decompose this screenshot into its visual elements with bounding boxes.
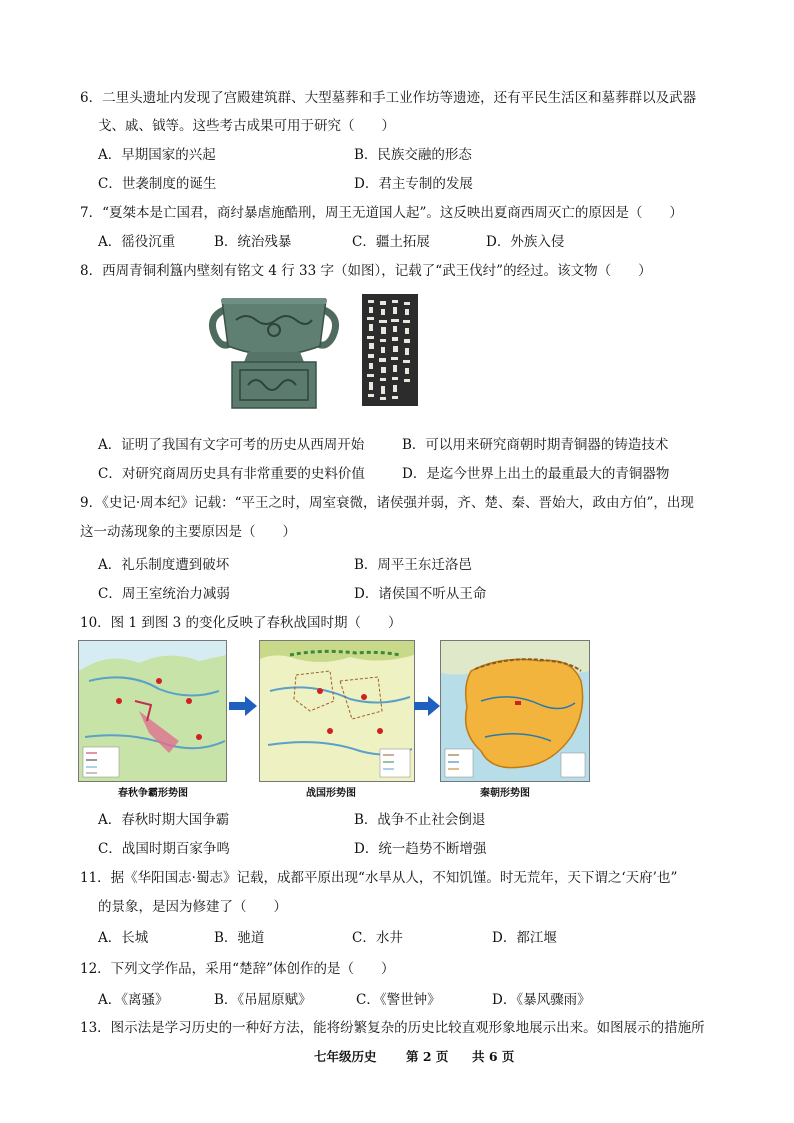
footer-page-number: 第 2 页 [406, 1049, 449, 1064]
warring-states-map-caption: 战国形势图 [306, 788, 356, 799]
q9-option-c: C．周王室统治力减弱 [98, 586, 230, 602]
q10-option-a: A．春秋时期大国争霸 [98, 812, 230, 828]
q10-option-c: C．战国时期百家争鸣 [98, 841, 230, 857]
q8-stem: 8．西周青铜利簋内壁刻有铭文 4 行 33 字（如图），记载了“武王伐纣”的经过。该文物（ ） [80, 263, 652, 279]
q7-option-d: D．外族入侵 [486, 234, 565, 250]
arrow-right-icon [414, 696, 440, 720]
q6-option-d: D．君主专制的发展 [354, 176, 473, 192]
q9-stem-line1: 9．《史记·周本纪》记载：“平王之时，周室衰微，诸侯强并弱，齐、楚、秦、晋始大，政由方伯”，出现 [80, 495, 694, 511]
bronze-vessel-image [204, 290, 344, 412]
footer-subject: 七年级历史 [314, 1049, 377, 1064]
q11-option-b: B．驰道 [214, 930, 265, 946]
q13-stem-line1: 13．图示法是学习历史的一种好方法，能将纷繁复杂的历史比较直观形象地展示出来。如图展示的措施所 [80, 1020, 705, 1036]
q12-option-a: A．《离骚》 [98, 992, 169, 1008]
q9-stem-line2: 这一动荡现象的主要原因是（ ） [80, 524, 296, 540]
q11-stem-line2: 的景象，是因为修建了（ ） [98, 899, 287, 915]
q10-option-b: B．战争不止社会倒退 [354, 812, 486, 828]
q12-stem: 12．下列文学作品，采用“楚辞”体创作的是（ ） [80, 961, 395, 977]
q8-option-d: D．是迄今世界上出土的最重最大的青铜器物 [402, 466, 670, 482]
q6-option-a: A．早期国家的兴起 [98, 147, 216, 163]
q6-option-b: B．民族交融的形态 [354, 147, 472, 163]
q7-option-c: C．疆土拓展 [352, 234, 430, 250]
q8-option-a: A．证明了我国有文字可考的历史从西周开始 [98, 437, 365, 453]
spring-autumn-map [78, 640, 227, 782]
spring-autumn-map-caption: 春秋争霸形势图 [118, 788, 188, 799]
q7-stem: 7．“夏桀本是亡国君，商纣暴虐施酷刑，周王无道国人起”。这反映出夏商西周灭亡的原因是（ ） [80, 205, 683, 221]
qin-dynasty-map-caption: 秦朝形势图 [480, 788, 530, 799]
q8-option-b: B．可以用来研究商朝时期青铜器的铸造技术 [402, 437, 669, 453]
qin-dynasty-map [440, 640, 590, 782]
footer-total-pages: 共 6 页 [472, 1049, 515, 1064]
q12-option-d: D．《暴风骤雨》 [492, 992, 591, 1008]
q9-option-b: B．周平王东迁洛邑 [354, 557, 472, 573]
warring-states-map [259, 640, 415, 782]
q8-option-c: C．对研究商周历史具有非常重要的史料价值 [98, 466, 365, 482]
q11-stem-line1: 11．据《华阳国志·蜀志》记载，成都平原出现“水旱从人，不知饥馑。时无荒年，天下谓之‘天府’也” [80, 870, 678, 886]
arrow-right-icon [229, 696, 257, 720]
q9-option-d: D．诸侯国不听从王命 [354, 586, 487, 602]
q6-option-c: C．世袭制度的诞生 [98, 176, 217, 192]
q12-option-b: B．《吊屈原赋》 [214, 992, 312, 1008]
q6-stem-line2: 戈、戚、钺等。这些考古成果可用于研究（ ） [98, 118, 395, 134]
q7-option-a: A．徭役沉重 [98, 234, 176, 250]
q11-option-d: D．都江堰 [492, 930, 557, 946]
q9-option-a: A．礼乐制度遭到破坏 [98, 557, 230, 573]
q10-stem: 10．图 1 到图 3 的变化反映了春秋战国时期（ ） [80, 615, 402, 631]
q6-stem-line1: 6．二里头遗址内发现了宫殿建筑群、大型墓葬和手工业作坊等遗迹，还有平民生活区和墓葬群以及武器 [80, 90, 697, 106]
q10-option-d: D．统一趋势不断增强 [354, 841, 487, 857]
q7-option-b: B．统治残暴 [214, 234, 292, 250]
inscription-rubbing-image [360, 292, 420, 408]
q11-option-c: C．水井 [352, 930, 403, 946]
q12-option-c: C．《警世钟》 [356, 992, 441, 1008]
q11-option-a: A．长城 [98, 930, 149, 946]
